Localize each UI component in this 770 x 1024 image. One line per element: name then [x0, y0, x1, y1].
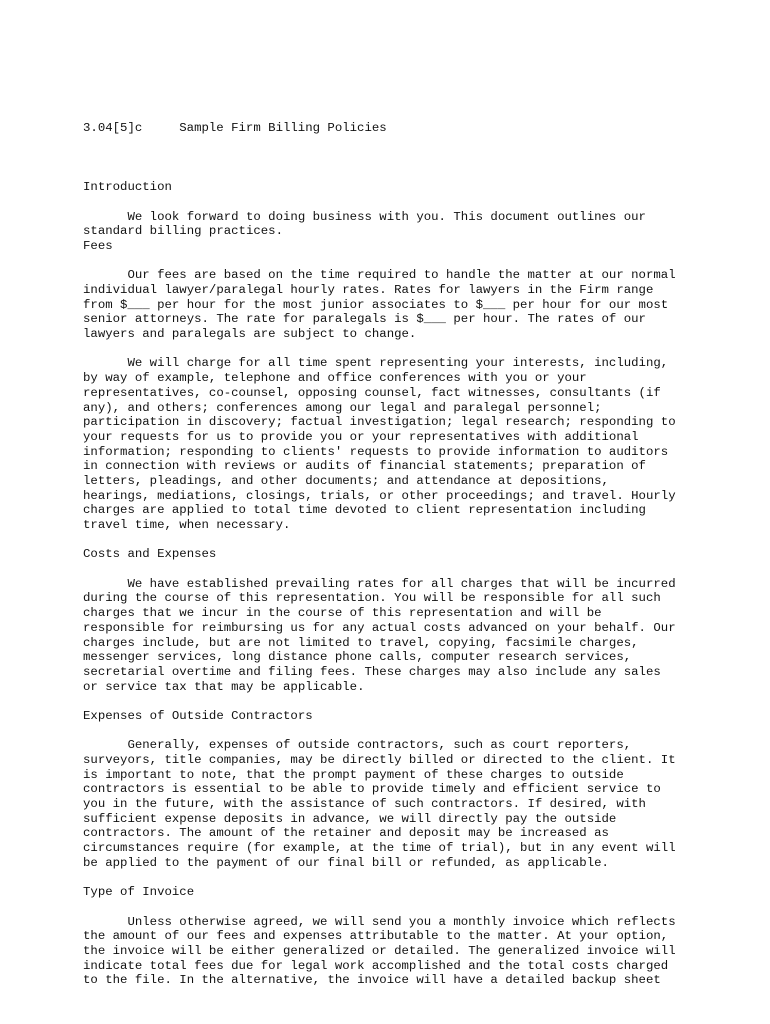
paragraph-line: We have established prevailing rates for all charges that will be incurred	[83, 576, 676, 591]
blank-line	[83, 533, 743, 548]
blank-line	[83, 195, 743, 210]
paragraph-line: information; responding to clients' requests to provide information to auditors	[83, 444, 669, 459]
paragraph-line: individual lawyer/paralegal hourly rates. Rates for lawyers in the Firm range	[83, 283, 654, 297]
blank-line	[83, 900, 743, 915]
paragraph-line: Our fees are based on the time required to handle the matter at our normal	[83, 268, 676, 283]
subsection-heading	[83, 239, 743, 254]
subsection-heading	[83, 709, 743, 724]
paragraph-line: responsible for reimbursing us for any actual costs advanced on your behalf. Our	[83, 620, 676, 635]
blank-line	[83, 254, 743, 269]
paragraph-line: charges include, but are not limited to travel, copying, facsimile charges,	[83, 635, 639, 650]
paragraph	[83, 356, 743, 532]
heading-text: Expenses of Outside Contractors	[83, 708, 313, 723]
paragraph-line: contractors is essential to be able to provide timely and efficient service to	[83, 782, 661, 797]
blank-line	[83, 871, 743, 886]
paragraph-line: or service tax that may be applicable.	[83, 679, 365, 694]
paragraph-line: We will charge for all time spent representing your interests, including,	[83, 356, 669, 371]
subsection-heading	[83, 180, 743, 195]
paragraph-line: during the course of this representation. You will be responsible for all such	[83, 591, 661, 606]
paragraph-line: you in the future, with the assistance of such contractors. If desired, with	[83, 797, 646, 812]
paragraph-line: in connection with reviews or audits of financial statements; preparation of	[83, 459, 646, 474]
paragraph-line: any), and others; conferences among our legal and paralegal personnel;	[83, 400, 602, 415]
paragraph-line: the invoice will be either generalized or detailed. The generalized invoice will	[83, 943, 676, 958]
heading-text: Fees	[83, 238, 113, 253]
paragraph-line: standard billing practices.	[83, 224, 284, 239]
paragraph-line: to the file. In the alternative, the invoice will have a detailed backup sheet	[83, 973, 661, 988]
section-number: 3.04[5]c	[83, 121, 143, 136]
paragraph-line: by way of example, telephone and office conferences with you or your	[83, 371, 587, 386]
paragraph-line: surveyors, title companies, may be directly billed or directed to the client. It	[83, 753, 676, 767]
paragraph-line: We look forward to doing business with you. This document outlines our	[83, 209, 646, 224]
paragraph-line: is important to note, that the prompt payment of these charges to outside	[83, 767, 624, 782]
paragraph	[83, 210, 743, 239]
blank-line	[83, 724, 743, 739]
paragraph-line: from $___ per hour for the most junior associates to $___ per hour for our most	[83, 297, 669, 312]
section-title: Sample Firm Billing Policies	[179, 121, 387, 136]
paragraph	[83, 577, 743, 695]
heading-text: Introduction	[83, 180, 172, 195]
paragraph-line: Generally, expenses of outside contractors, such as court reporters,	[83, 738, 632, 753]
paragraph	[83, 738, 743, 870]
blank-line	[83, 166, 743, 181]
heading-text: Costs and Expenses	[83, 547, 217, 562]
paragraph-line: travel time, when necessary.	[83, 518, 291, 532]
paragraph-line: participation in discovery; factual investigation; legal research; responding to	[83, 415, 676, 430]
paragraph-line: circumstances require (for example, at the time of trial), but in any event will	[83, 841, 676, 856]
paragraph-line: messenger services, long distance phone calls, computer research services,	[83, 650, 632, 665]
paragraph-line: Unless otherwise agreed, we will send you a monthly invoice which reflects	[83, 914, 676, 929]
blank-line	[83, 694, 743, 709]
paragraph-line: letters, pleadings, and other documents; and attendance at depositions,	[83, 473, 609, 488]
paragraph-line: hearings, mediations, closings, trials, or other proceedings; and travel. Hourly	[83, 488, 676, 503]
paragraph-line: representatives, co-counsel, opposing counsel, fact witnesses, consultants (if	[83, 385, 661, 400]
subsection-heading	[83, 547, 743, 562]
paragraph	[83, 268, 743, 341]
paragraph-line: the amount of our fees and expenses attributable to the matter. At your option,	[83, 929, 669, 944]
paragraph-line: indicate total fees due for legal work accomplished and the total costs charged	[83, 958, 669, 973]
heading-text: Type of Invoice	[83, 885, 195, 900]
paragraph-line: contractors. The amount of the retainer and deposit may be increased as	[83, 826, 609, 841]
subsection-heading	[83, 885, 743, 900]
blank-line	[83, 562, 743, 577]
paragraph-line: be applied to the payment of our final bill or refunded, as applicable.	[83, 855, 609, 870]
paragraph-line: charges are applied to total time devoted to client representation including	[83, 503, 646, 518]
document-page	[83, 92, 743, 1003]
paragraph-line: charges that we incur in the course of this representation and will be	[83, 606, 602, 621]
section-heading	[83, 121, 743, 136]
paragraph-line: secretarial overtime and filing fees. These charges may also include any sales	[83, 664, 661, 679]
paragraph	[83, 915, 743, 988]
paragraph-line: lawyers and paralegals are subject to change.	[83, 327, 417, 342]
paragraph-line: senior attorneys. The rate for paralegals is $___ per hour. The rates of our	[83, 312, 646, 327]
blank-line	[83, 342, 743, 357]
paragraph-line: sufficient expense deposits in advance, we will directly pay the outside	[83, 811, 617, 826]
document-body	[83, 166, 743, 989]
paragraph-line: your requests for us to provide you or your representatives with additional	[83, 429, 639, 444]
